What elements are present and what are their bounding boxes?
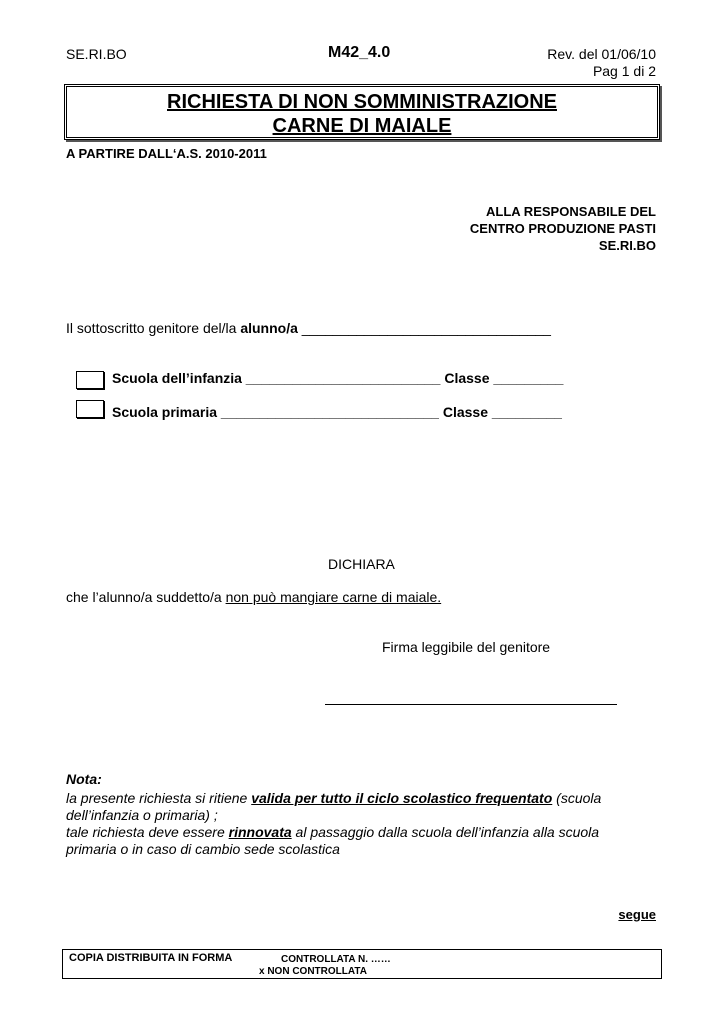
note-line-3: [66, 824, 599, 840]
note-line-3-emphasis: rinnovata: [228, 824, 292, 840]
note-line-1-a: la presente richiesta si ritiene: [66, 790, 252, 806]
footer-uncontrolled: x NON CONTROLLATA: [259, 966, 367, 977]
declaration-text-underlined: non può mangiare carne di maiale.: [225, 589, 442, 605]
note-line-3-a: tale richiesta deve essere: [66, 824, 229, 840]
signature-label: Firma leggibile del genitore: [382, 639, 551, 655]
student-label: alunno/a: [240, 320, 298, 336]
footer-distribution-box: [62, 949, 662, 979]
document-code: M42_4.0: [328, 44, 391, 61]
page-number: Pag 1 di 2: [592, 63, 656, 79]
title-line-2: CARNE DI MAIALE: [272, 115, 452, 137]
declaration-text-start: che l’alunno/a suddetto/a: [66, 589, 226, 605]
note-line-3-c: al passaggio dalla scuola dell’infanzia alla scuola: [291, 824, 600, 840]
checkbox-primaria[interactable]: [76, 400, 104, 418]
org-name: SE.RI.BO: [66, 46, 127, 62]
revision-date: Rev. del 01/06/10: [547, 46, 656, 62]
note-line-2: dell’infanzia o primaria) ;: [66, 807, 218, 823]
continue-label: segue: [618, 907, 656, 922]
note-line-1-c: (scuola: [552, 790, 602, 806]
note-heading: Nota:: [66, 771, 102, 787]
school-year-subtitle: A PARTIRE DALL‘A.S. 2010-2011: [66, 146, 267, 161]
student-blank[interactable]: ________________________________: [297, 320, 551, 336]
declaration-text: [66, 589, 441, 605]
recipient-line-2: CENTRO PRODUZIONE PASTI: [469, 221, 656, 236]
title-box: [64, 84, 660, 140]
student-field[interactable]: [66, 320, 551, 336]
signature-line[interactable]: [325, 704, 617, 705]
note-line-4: primaria o in caso di cambio sede scolastica: [66, 841, 340, 857]
school-primaria-field[interactable]: Scuola primaria ____________________________ Classe _________: [112, 404, 562, 420]
footer-controlled: CONTROLLATA N. ……: [281, 954, 391, 965]
recipient-line-3: SE.RI.BO: [598, 238, 656, 253]
title-line-1: RICHIESTA DI NON SOMMINISTRAZIONE: [167, 91, 557, 113]
footer-copy-label: COPIA DISTRIBUITA IN FORMA: [69, 952, 233, 964]
school-infanzia-field[interactable]: Scuola dell’infanzia _________________________ Classe _________: [112, 370, 564, 386]
declaration-heading: DICHIARA: [328, 556, 395, 572]
note-line-1: [66, 790, 601, 806]
recipient-line-1: ALLA RESPONSABILE DEL: [486, 204, 656, 219]
note-line-1-emphasis: valida per tutto il ciclo scolastico frequentato: [251, 790, 553, 806]
student-intro: Il sottoscritto genitore del/la: [66, 320, 241, 336]
checkbox-infanzia[interactable]: [76, 371, 104, 389]
